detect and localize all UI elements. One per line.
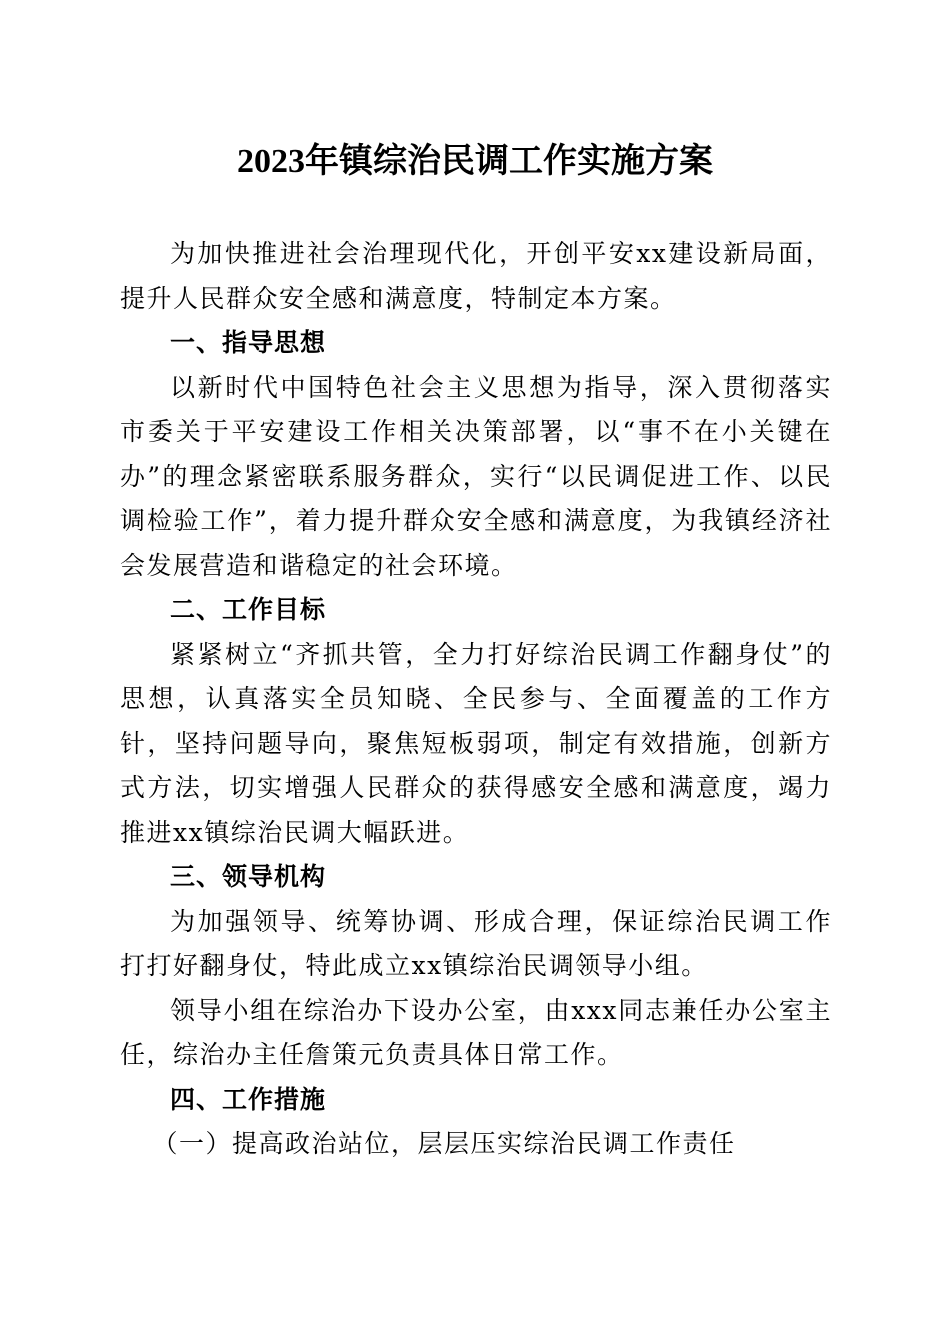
leadership-paragraph-2: 领导小组在综治办下设办公室，由xxx同志兼任办公室主任，综治办主任詹策元负责具体日常工作。 [120,995,832,1069]
guiding-thought-paragraph: 以新时代中国特色社会主义思想为指导，深入贯彻落实市委关于平安建设工作相关决策部署，以“事不在小关键在办”的理念紧密联系服务群众，实行“以民调促进工作、以民调检验工作”，着力提升群众安全感和满意度，为我镇经济社会发展营造和谐稳定的社会环境。 [120,372,832,580]
document-title: 2023年镇综治民调工作实施方案 [237,143,713,180]
section-heading-work-measures: 四、工作措施 [170,1084,327,1114]
work-goals-paragraph: 紧紧树立“齐抓共管，全力打好综治民调工作翻身仗”的思想，认真落实全员知晓、全民参与、全面覆盖的工作方针，坚持问题导向，聚焦短板弱项，制定有效措施，创新方式方法，切实增强人民群众的获得感安全感和满意度，竭力推进xx镇综治民调大幅跃进。 [120,639,832,847]
work-measures-subheading-1: （一）提高政治站位，层层压实综治民调工作责任 [152,1129,736,1158]
section-heading-leadership: 三、领导机构 [170,862,327,891]
section-heading-guiding-thought: 一、指导思想 [170,328,327,357]
section-heading-work-goals: 二、工作目标 [170,595,327,624]
leadership-paragraph-1: 为加强领导、统筹协调、形成合理，保证综治民调工作打打好翻身仗，特此成立xx镇综治民调领导小组。 [120,906,832,980]
intro-paragraph: 为加快推进社会治理现代化，开创平安xx建设新局面，提升人民群众安全感和满意度，特制定本方案。 [120,239,832,313]
document-body [120,232,832,1167]
